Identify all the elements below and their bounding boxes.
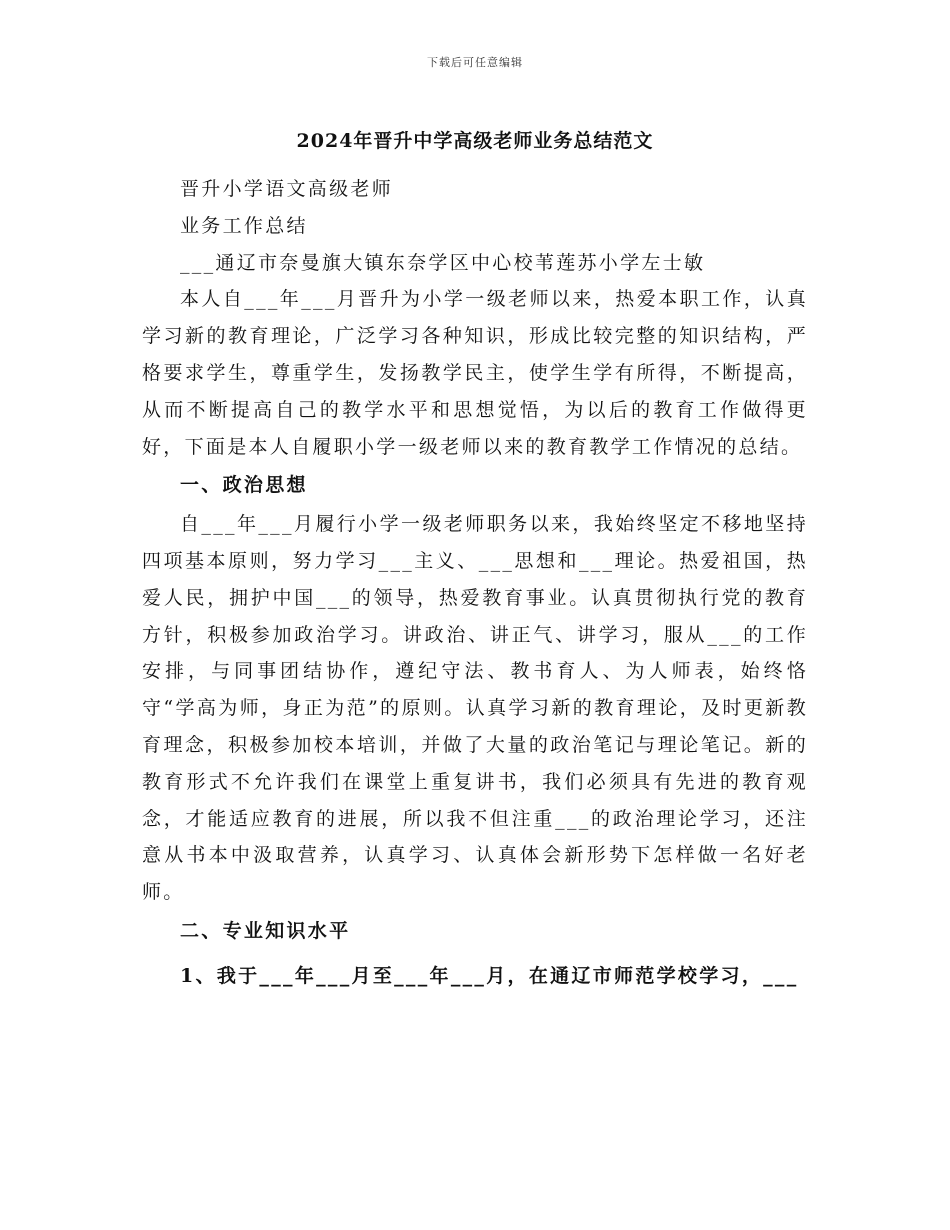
section-heading-knowledge: 二、专业知识水平 bbox=[180, 919, 351, 942]
author-line: ___通辽市奈曼旗大镇东奈学区中心校苇莲苏小学左士敏 bbox=[180, 251, 706, 274]
section-heading-politics: 一、政治思想 bbox=[180, 474, 308, 497]
header-note: 下载后可任意编辑 bbox=[427, 56, 523, 69]
knowledge-paragraph: 1、我于___年___月至___年___月，在通辽市师范学校学习，___ bbox=[180, 964, 799, 987]
subtitle-line-1: 晋升小学语文高级老师 bbox=[180, 178, 394, 200]
intro-paragraph: 本人自___年___月晋升为小学一级老师以来，热爱本职工作，认真学习新的教育理论，广泛学习各种知识，形成比较完整的知识结构，严格要求学生，尊重学生，发扬教学民主，使学生学有所得，不断提高，从而不断提高自己的教学水平和思想觉悟，为以后的教育工作做得更好，下面是本人自履职小学一级老师以来的教育教学工作情况的总结。 bbox=[142, 288, 808, 458]
politics-paragraph: 自___年___月履行小学一级老师职务以来，我始终坚定不移地坚持四项基本原则，努力学习___主义、___思想和___理论。热爱祖国，热爱人民，拥护中国___的领导，热爱教育事业。认真贯彻执行党的教育方针，积极参加政治学习。讲政治、讲正气、讲学习，服从___的工作安排，与同事团结协作，遵纪守法、教书育人、为人师表，始终恪守“学高为师，身正为范”的原则。认真学习新的教育理论，及时更新教育理念，积极参加校本培训，并做了大量的政治笔记与理论笔记。新的教育形式不允许我们在课堂上重复讲书，我们必须具有先进的教育观念，才能适应教育的进展，所以我不但注重___的政治理论学习，还注意从书本中汲取营养，认真学习、认真体会新形势下怎样做一名好老师。 bbox=[142, 513, 808, 904]
document-title: 2024年晋升中学高级老师业务总结范文 bbox=[296, 130, 654, 152]
document-body bbox=[142, 171, 808, 995]
subtitle-line-2: 业务工作总结 bbox=[180, 214, 308, 237]
